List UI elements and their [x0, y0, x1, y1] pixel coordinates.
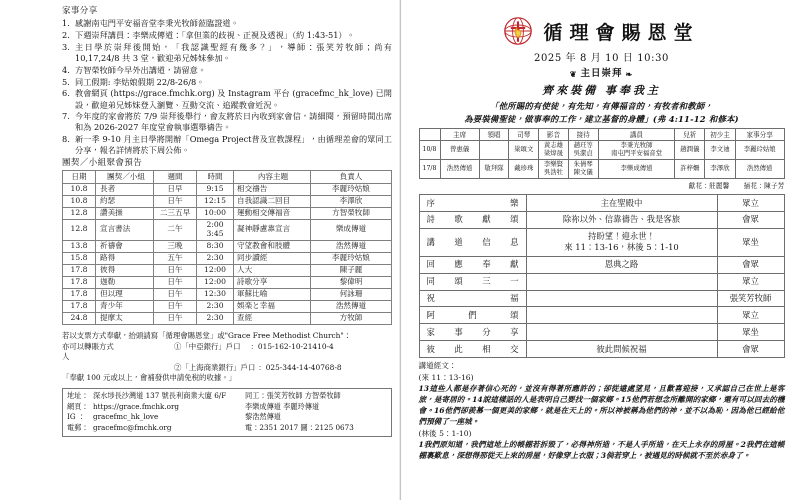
worship-order-row	[419, 324, 784, 341]
fellowship-date: 10.8	[63, 195, 96, 207]
offering-bank-1	[62, 342, 392, 363]
fellowship-row	[63, 276, 392, 288]
fellowship-leader: 方牧師	[311, 313, 392, 325]
fellowship-row	[63, 195, 392, 207]
theme-verse-line-2: 為要裝備聖徒，做事奉的工作，建立基督的身體」(弗 4:11-12 和修本)	[464, 113, 739, 124]
passage-1-ref: (來 11：13-16)	[418, 373, 474, 383]
fellowship-subject: 凝神靜慮靠宣言	[234, 219, 311, 240]
passage-1-text: 13這些人都是存著信心死的，並沒有得著所應許的；卻從遠處望見，且歡喜迎接，又承認自己在世上是客旅，是寄居的。14說這樣話的人是表明自己要找一個家鄉。15他們若想念所離開的家鄉，還有可以回去的機會。16他們卻羨慕一個更美的家鄉，就是在天上的。所以神被稱為他們的神，並不以為恥，因為他已經給他們預備了一座城。	[418, 384, 785, 427]
notice-number: 5.	[62, 76, 70, 87]
flowers-arranger: 插花：陳子芳	[743, 182, 785, 190]
roster-header-cell: 領唱	[479, 129, 509, 141]
fellowship-date: 10.8	[63, 183, 96, 195]
fellowship-time: 2:30	[197, 252, 234, 264]
fellowship-group: 提摩太	[96, 313, 154, 325]
notices-list	[62, 18, 392, 156]
fellowship-row	[63, 219, 392, 240]
fellowship-date: 12.8	[63, 207, 96, 219]
phone-line: 電：2351 2017 圖：2125 0673	[245, 422, 354, 432]
fellowship-day: 日午	[154, 301, 197, 313]
flowers-donor: 獻花：莊麗馨	[688, 182, 730, 190]
contact-box	[62, 388, 392, 437]
address-label: 地址：	[67, 391, 89, 401]
theme-verse	[419, 100, 785, 125]
notice-item: 4. 方智榮牧師今早外出講道，請留意。	[62, 64, 207, 75]
fellowship-time: 2:30	[197, 313, 234, 325]
notice-number: 6.	[62, 88, 70, 99]
fellowship-header-cell: 內容主題	[234, 171, 311, 183]
roster-av: 黃志雄 梁煒晟	[539, 141, 569, 160]
flowers-credit	[419, 180, 785, 190]
fellowship-time: 9:15	[197, 183, 234, 195]
worship-order-row	[419, 273, 784, 290]
passage-2-ref: (林後 5：1-10)	[418, 429, 472, 439]
bank2-name: ②「上海商業銀行」戶口	[174, 362, 256, 372]
worship-order-content: 持盼望！迎永世！ 來 11：13-16，林後 5：1-10	[526, 228, 717, 256]
worship-order-row	[419, 195, 784, 212]
fellowship-date: 17.8	[63, 289, 96, 301]
roster-notices: 浩然傳道	[735, 159, 784, 178]
offering-transfer-label: 亦可以轉賬方式人	[62, 341, 114, 362]
notice-item: 8. 新一季 9-10 月主日學將開辦「Omega Project普及宣教課程」，由循理差會的眾同工分享，報名詳情將於下周公佈。	[62, 134, 392, 156]
worship-order-item: 詩歌獻頌	[419, 211, 526, 228]
fellowship-group: 路得	[96, 252, 154, 264]
fellowship-subject: 同步讀經	[234, 252, 311, 264]
duty-roster-table	[419, 128, 785, 178]
roster-date: 17/8	[419, 159, 440, 178]
fellowship-header-cell: 時間	[197, 171, 234, 183]
roster-header-row	[419, 129, 784, 141]
roster-date: 10/8	[419, 141, 440, 160]
worship-order-item: 同頌三一	[419, 273, 526, 290]
offering-receipt-note: 「奉獻 100 元或以上，會補發供申請免稅的收據。」	[62, 373, 237, 383]
notice-number: 8.	[62, 134, 70, 145]
fellowship-date: 13.8	[63, 240, 96, 252]
roster-header-cell: 司琴	[509, 129, 539, 141]
fellowship-date: 24.8	[63, 313, 96, 325]
fellowship-group: 彼得	[96, 264, 154, 276]
service-label-row	[419, 65, 785, 79]
fellowship-leader: 浩然傳道	[311, 301, 392, 313]
fellowship-subject: 娛楽と幸福	[234, 301, 311, 313]
fellowship-leader: 方智榮牧師	[311, 207, 392, 219]
fellowship-day: 日午	[154, 276, 197, 288]
worship-order-content: 恩典之路	[526, 256, 717, 273]
church-flame-globe-icon	[503, 16, 533, 46]
roster-junior-sunday-school: 李澤欣	[705, 159, 736, 178]
fellowship-time: 12:00	[197, 264, 234, 276]
worship-order-row	[419, 307, 784, 324]
ornament-left-icon: ❦	[569, 68, 578, 79]
fellowship-subject: 自我認識二回目	[234, 195, 311, 207]
passage-1	[419, 372, 785, 427]
roster-header-cell: 初少主	[705, 129, 736, 141]
roster-chair: 曾惠儀	[440, 141, 479, 160]
roster-song-leader	[479, 141, 509, 160]
worship-order-row	[419, 256, 784, 273]
worship-order-table	[419, 194, 785, 358]
worship-order-item: 回應奉獻	[419, 256, 526, 273]
ornament-right-icon: ❧	[625, 68, 634, 79]
worship-order-role: 會眾	[717, 211, 784, 228]
fellowship-header-row	[63, 171, 392, 183]
roster-children-prayer: 許梓姍	[675, 159, 705, 178]
bank2-account: ：025-344-14-40768-8	[258, 362, 342, 372]
fellowship-row	[63, 313, 392, 325]
fellowship-date: 12.8	[63, 219, 96, 240]
roster-usher: 朱倩琴 陳文儀	[568, 159, 598, 178]
passage-2	[419, 428, 785, 461]
fellowship-group: 長者	[96, 183, 154, 195]
fellowship-time: 12:15	[197, 195, 234, 207]
fellowship-row	[63, 240, 392, 252]
website-value[interactable]: https://grace.fmchk.org	[93, 401, 179, 411]
fellowship-header-cell: 日期	[63, 171, 96, 183]
service-theme: 齊來裝備 事奉我主	[542, 84, 661, 97]
service-label: 主日崇拜	[580, 68, 623, 79]
roster-header-cell: 兒祈	[675, 129, 705, 141]
fellowship-subject: 守望教會和肢體	[234, 240, 311, 252]
fellowship-day: 日午	[154, 289, 197, 301]
masthead	[419, 16, 785, 46]
roster-song-leader: 敬拜隊	[479, 159, 509, 178]
right-sheet	[400, 0, 800, 500]
fellowship-group: 但以理	[96, 289, 154, 301]
worship-order-role: 眾立	[717, 307, 784, 324]
fellowship-header-cell: 團契／小組	[96, 171, 154, 183]
worship-order-content	[526, 273, 717, 290]
fellowship-title: 團契／小組聚會預告	[62, 157, 143, 168]
fellowship-day: 日午	[154, 195, 197, 207]
worship-order-role: 眾坐	[717, 324, 784, 341]
fellowship-header-cell: 負責人	[311, 171, 392, 183]
notice-item: 2. 下週崇拜講員：李樂成傳道：「拿但業的歧視、正視及透視」（約 1:43-51）。	[62, 30, 355, 41]
passage-2-text: 1我們原知道，我們這地上的帳棚若拆毀了，必得神所造，不是人手所造，在天上永存的房屋。2我們在這帳棚裏歎息，深想得那從天上來的房屋，好像穿上衣服；3倘若穿上，被遇見的時候就不至於赤身了。	[418, 440, 785, 461]
fellowship-time: 12:30	[197, 289, 234, 301]
notice-item: 1. 感謝南屯門平安福音堂李秉光牧師蒞臨證道。	[62, 18, 239, 29]
service-datetime: 2025 年 8 月 10 日 10:30	[533, 53, 670, 64]
fellowship-row	[63, 301, 392, 313]
fellowship-subject: 運動相交傳福音	[234, 207, 311, 219]
staff-line-1: 同工：張笑芳牧師 方智榮牧師	[245, 391, 341, 401]
fellowship-day: 二午	[154, 219, 197, 240]
fellowship-header-cell: 週間	[154, 171, 197, 183]
worship-order-item: 祝福	[419, 290, 526, 307]
worship-order-item: 講道信息	[419, 228, 526, 256]
worship-order-content	[526, 290, 717, 307]
worship-order-content: 彼此問候祝福	[526, 341, 717, 358]
staff-line-2: 李樂成傳道 李麗玲傳道	[245, 401, 320, 411]
instagram-label: IG ：	[67, 412, 86, 422]
worship-order-row	[419, 211, 784, 228]
bank1-name: ①「中亞銀行」戶口	[174, 341, 241, 351]
worship-order-body	[419, 195, 784, 358]
roster-speaker: 李樂成傳道	[598, 159, 675, 178]
worship-order-row	[419, 228, 784, 256]
fellowship-date: 17.8	[63, 301, 96, 313]
fellowship-row	[63, 183, 392, 195]
fellowship-time: 2:00 3:45	[197, 219, 234, 240]
worship-order-role: 會眾	[717, 256, 784, 273]
fellowship-group: 宣言書法	[96, 219, 154, 240]
fellowship-time: 2:30	[197, 301, 234, 313]
notice-number: 3.	[62, 41, 70, 52]
theme-verse-line-1: 「他所賜的有使徒，有先知，有傳福音的，有牧者和教師，	[490, 101, 713, 111]
worship-order-item: 彼此相交	[419, 341, 526, 358]
fellowship-leader: 李麗玲姑娘	[311, 183, 392, 195]
fellowship-leader: 陳子麗	[311, 264, 392, 276]
worship-order-row	[419, 290, 784, 307]
worship-order-content	[526, 307, 717, 324]
roster-children-prayer: 趙潤儀	[675, 141, 705, 160]
fellowship-leader: 李澤欣	[311, 195, 392, 207]
fellowship-group: 迦勒	[96, 276, 154, 288]
fellowship-leader: 樂成傳道	[311, 219, 392, 240]
fellowship-day: 日早	[154, 183, 197, 195]
roster-junior-sunday-school: 李文迪	[705, 141, 736, 160]
roster-av: 李樂賢 吳浩牡	[539, 159, 569, 178]
sermon-passage-title: 講道經文：	[418, 361, 457, 371]
notice-number: 4.	[62, 64, 70, 75]
church-name: 循理會賜恩堂	[543, 21, 700, 44]
fellowship-day: 三晚	[154, 240, 197, 252]
bank1-account: ：015-162-10-21410-4	[250, 341, 334, 351]
fellowship-subject: 詩歌分享	[234, 276, 311, 288]
worship-order-role: 眾立	[717, 195, 784, 212]
fellowship-day: 二三五早	[154, 207, 197, 219]
notice-number: 7.	[62, 111, 70, 122]
notice-item: 7. 今年度的家會將於 7/9 崇拜後舉行，會友將於日內收到家會信，請細閱，預留時間出席和為 2026-2027 年度堂會執事選舉禱告。	[62, 111, 392, 133]
fellowship-table	[62, 170, 392, 325]
fellowship-leader: 浩然傳道	[311, 240, 392, 252]
roster-row	[419, 159, 784, 178]
roster-pianist: 梁頌文	[509, 141, 539, 160]
fellowship-row	[63, 264, 392, 276]
roster-header-cell: 主席	[440, 129, 479, 141]
roster-header-cell: 講員	[598, 129, 675, 141]
fellowship-time: 8:30	[197, 240, 234, 252]
worship-order-content: 主在聖殿中	[526, 195, 717, 212]
notices-title: 家事分享	[62, 6, 98, 16]
fellowship-date: 17.8	[63, 276, 96, 288]
worship-order-role: 會眾	[717, 341, 784, 358]
fellowship-subject: 相交禱告	[234, 183, 311, 195]
roster-row	[419, 141, 784, 160]
worship-order-content: 除祢以外、信靠禱告、我是客旅	[526, 211, 717, 228]
fellowship-subject: 人大	[234, 264, 311, 276]
roster-body	[419, 141, 784, 178]
notice-number: 1.	[62, 18, 70, 29]
address-value: 深水埗長沙灣道 137 號長利商業大廈 6/F	[93, 391, 227, 401]
fellowship-date: 15.8	[63, 252, 96, 264]
worship-order-item: 阿們頌	[419, 307, 526, 324]
notice-number: 2.	[62, 30, 70, 41]
page-gutter	[399, 0, 402, 500]
worship-order-role: 眾立	[717, 273, 784, 290]
worship-order-item: 序樂	[419, 195, 526, 212]
worship-order-role: 張笑芳牧師	[717, 290, 784, 307]
roster-header-cell	[419, 129, 440, 141]
roster-header-cell: 影音	[539, 129, 569, 141]
worship-order-item: 家事分享	[419, 324, 526, 341]
offering-bank-2	[62, 363, 392, 374]
offering-cheque-line: 若以支票方式奉獻，抬頭請寫「循理會賜恩堂」或"Grace Free Methodist Church"：	[62, 331, 352, 341]
fellowship-day: 日午	[154, 313, 197, 325]
fellowship-body	[63, 183, 392, 325]
roster-speaker: 李秉光牧師 南屯門平安福音堂	[598, 141, 675, 160]
worship-order-role: 眾坐	[717, 228, 784, 256]
worship-order-row	[419, 341, 784, 358]
fellowship-time: 10:00	[197, 207, 234, 219]
fellowship-group: 讚美操	[96, 207, 154, 219]
instagram-value[interactable]: gracefmc_hk_love	[93, 412, 159, 422]
email-label: 電郵：	[67, 422, 89, 432]
website-label: 網頁：	[67, 401, 89, 411]
roster-pianist: 戴珍珠	[509, 159, 539, 178]
roster-header-cell: 接待	[568, 129, 598, 141]
notice-item: 3. 主日學於崇拜後開始，「我認識聖經有幾多？」，導師：張笑芳牧師；尚有 10,17,24/8 共 3 堂，歡迎弟兄姊妹參加。	[62, 41, 392, 64]
email-value[interactable]: gracefmc@fmchk.org	[93, 422, 172, 432]
fellowship-group: 約瑟	[96, 195, 154, 207]
roster-header-cell: 家事分享	[735, 129, 784, 141]
fellowship-row	[63, 252, 392, 264]
fellowship-leader: 何詠珊	[311, 289, 392, 301]
fellowship-day: 日午	[154, 264, 197, 276]
fellowship-group: 青少年	[96, 301, 154, 313]
notice-item: 5. 同工假期: 李姑娘假期 22/8-26/8。	[62, 76, 205, 87]
offering-info	[62, 331, 392, 384]
fellowship-row	[63, 207, 392, 219]
fellowship-row	[63, 289, 392, 301]
fellowship-subject: 查經	[234, 313, 311, 325]
fellowship-date: 17.8	[63, 264, 96, 276]
roster-notices: 李麗玲姑娘	[735, 141, 784, 160]
notice-item: 6. 教會網頁 (https://grace.fmchk.org) 及 Instagram 平台 (gracefmc_hk_love) 已開設，歡迎弟兄姊妹登入瀏覽、互動交流、追蹤教會近況。	[62, 88, 392, 110]
fellowship-group: 祈禱會	[96, 240, 154, 252]
roster-chair: 浩然傳道	[440, 159, 479, 178]
fellowship-day: 五午	[154, 252, 197, 264]
fellowship-subject: 軍蘇比喻	[234, 289, 311, 301]
fellowship-leader: 李麗玲姑娘	[311, 252, 392, 264]
staff-line-3: 黎浩然傳道	[245, 412, 281, 422]
fellowship-time: 12:00	[197, 276, 234, 288]
fellowship-leader: 黎偉明	[311, 276, 392, 288]
worship-order-content	[526, 324, 717, 341]
roster-usher: 趙玨等 吳潔貞	[568, 141, 598, 160]
